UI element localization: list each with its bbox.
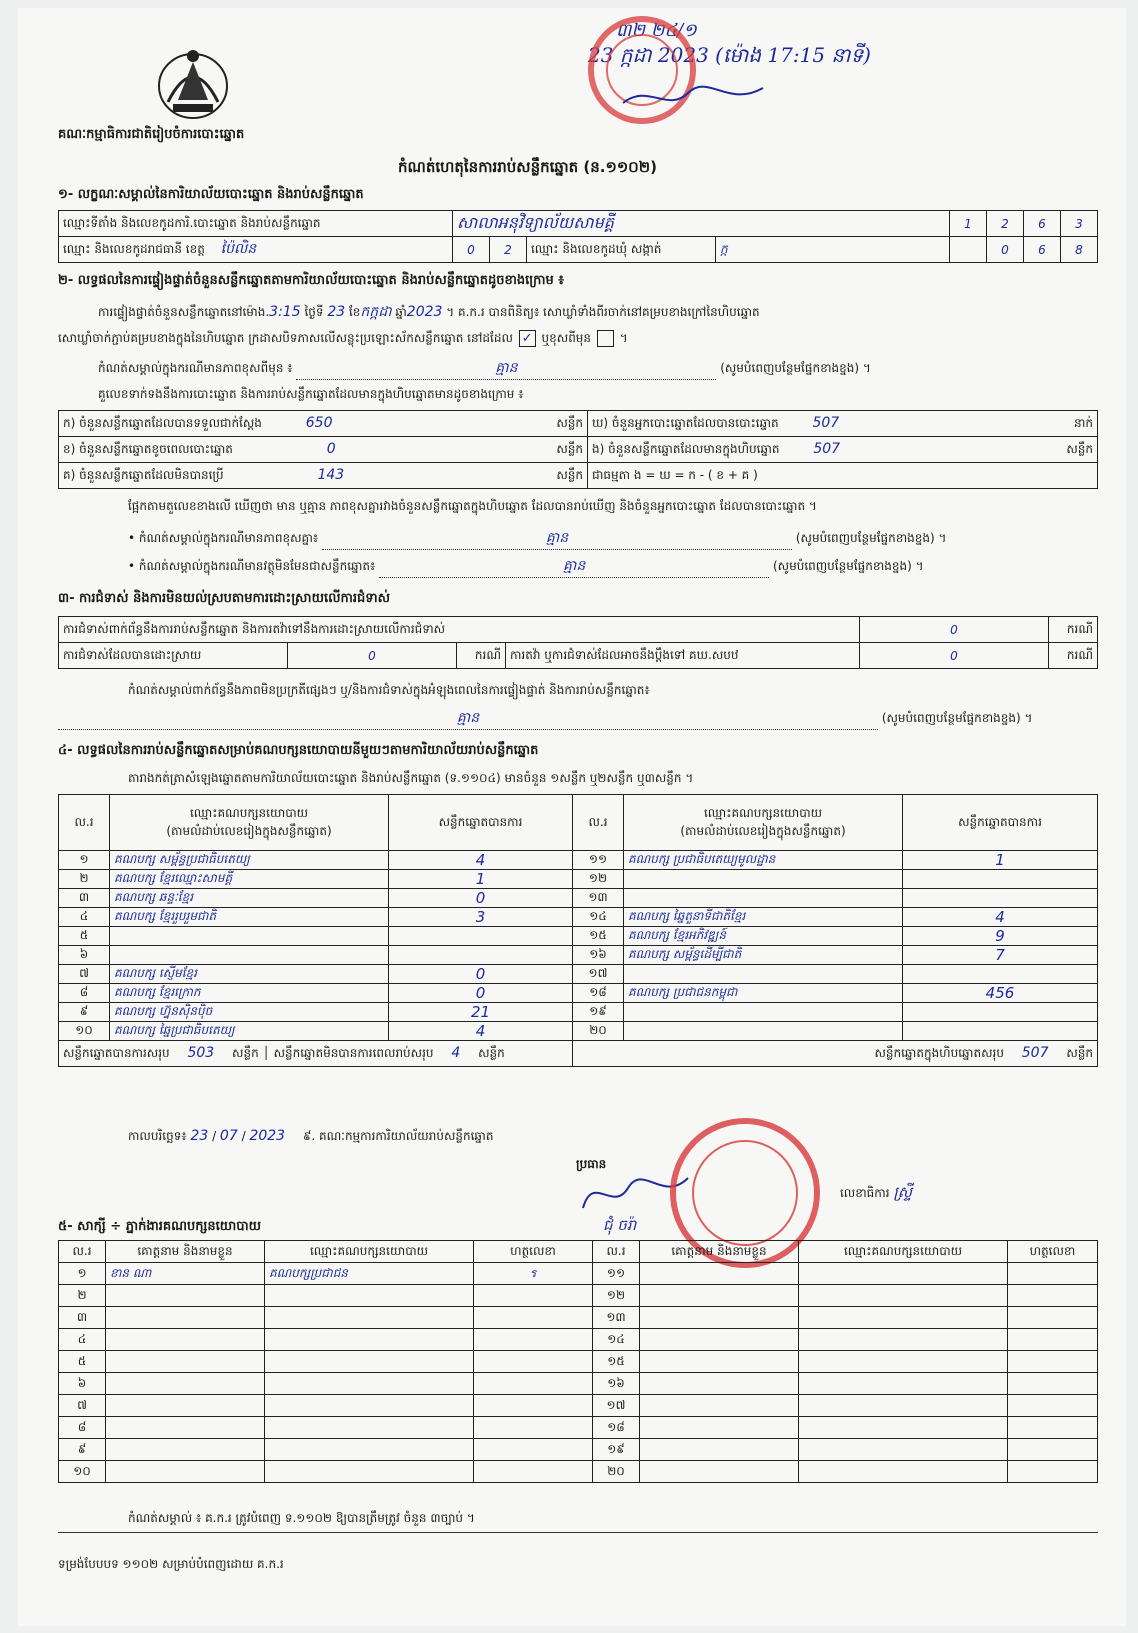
commune-code-2: 6 bbox=[1024, 237, 1061, 263]
witness-no: ៥ bbox=[59, 1351, 106, 1373]
party-name: គណបក្ស ប្រជាជនកម្ពុជា bbox=[624, 984, 903, 1003]
row-no: ៥ bbox=[59, 927, 110, 946]
commune-code-1: 0 bbox=[987, 237, 1024, 263]
party-name bbox=[624, 870, 903, 889]
row-no: ២ bbox=[59, 870, 110, 889]
figure-kho: ឃ) ចំនួនអ្នកបោះឆ្នោតដែលបានបោះឆ្នោត 507 នាក់ bbox=[588, 411, 1098, 437]
location-code-4: 3 bbox=[1061, 211, 1098, 237]
party-votes: 0 bbox=[389, 965, 573, 984]
party-votes: 9 bbox=[903, 927, 1098, 946]
witness-header-sign-right: ហត្ថលេខា bbox=[1008, 1241, 1098, 1263]
witness-no: ១ bbox=[59, 1263, 106, 1285]
witness-header-name-right: គោត្តនាម និងនាមខ្លួន bbox=[640, 1241, 799, 1263]
party-name: គណបក្ស សម្ព័ន្ធប្រជាធិបតេយ្យ bbox=[110, 851, 389, 870]
objection-row2-value: 0 bbox=[288, 643, 457, 669]
signature-icon bbox=[618, 78, 768, 118]
party-name: គណបក្ស ឆ្នៃប្រជាធិបតេយ្យ bbox=[110, 1022, 389, 1041]
witness-name: ខាន ណា bbox=[106, 1263, 265, 1285]
witness-no: ១៦ bbox=[593, 1373, 640, 1395]
date-line: កាលបរិច្ឆេទ៖ 23 / 07 / 2023 ៩. គណៈកម្មការការិយាល័យរាប់សន្លឹកឆ្នោត bbox=[128, 1128, 494, 1144]
row-no: ១១ bbox=[573, 851, 624, 870]
witness-no: ៤ bbox=[59, 1329, 106, 1351]
row-no: ៦ bbox=[59, 946, 110, 965]
committee-name: គណៈកម្មាធិការជាតិរៀបចំការបោះឆ្នោត bbox=[58, 127, 245, 142]
witness-sign: ร bbox=[474, 1263, 593, 1285]
footer-divider bbox=[58, 1532, 1098, 1533]
witness-no: ៩ bbox=[59, 1439, 106, 1461]
witness-no: ១៥ bbox=[593, 1351, 640, 1373]
national-emblem-icon bbox=[148, 42, 238, 124]
party-name bbox=[624, 1022, 903, 1041]
chair-label: ប្រធាន bbox=[576, 1157, 607, 1171]
secretary-line: លេខាធិការ ស្ទ្រី bbox=[840, 1183, 913, 1201]
witness-header-party: ឈ្មោះគណបក្សនយោបាយ bbox=[265, 1241, 474, 1263]
party-name: គណបក្ស ហ្វ៊ុនស៊ិនប៉ិច bbox=[110, 1003, 389, 1022]
row-no: ១៤ bbox=[573, 908, 624, 927]
sheet-count-line: តារាងកត់ត្រាសំឡេងឆ្នោតតាមការិយាល័យបោះឆ្នោត និងរាប់សន្លឹកឆ្នោត (ទ.១១០៤) មានចំនួន ១សន្លឹក ឬ២សន្លឹក ឬ៣សន្លឹក ។ bbox=[128, 771, 694, 785]
section2-title: ២- លទ្ធផលនៃការផ្ទៀងផ្ទាត់ចំនួនសន្លឹកឆ្នោតតាមការិយាល័យបោះឆ្នោត និងរាប់សន្លឹកឆ្នោតដូចខាងក្រោម ៖ bbox=[58, 273, 564, 288]
results-table bbox=[58, 794, 1098, 1067]
party-name bbox=[624, 889, 903, 908]
objection-row1-value: 0 bbox=[860, 617, 1049, 643]
figure-ka: ក) ចំនួនសន្លឹកឆ្នោតដែលបានទទួលជាក់ស្តែង 650 សន្លឹក bbox=[59, 411, 588, 437]
province-code-2: 2 bbox=[490, 237, 527, 263]
difference-note: • កំណត់សម្គាល់ក្នុងករណីមានភាពខុសគ្នា៖ គ្មាន (សូមបំពេញបន្ថែមផ្នែកខាងខ្នង) ។ bbox=[128, 528, 1098, 550]
party-name bbox=[110, 946, 389, 965]
party-name: គណបក្ស ប្រជាធិបតេយ្យមូលដ្ឋាន bbox=[624, 851, 903, 870]
objections-table bbox=[58, 616, 1098, 669]
form-sheet bbox=[18, 8, 1126, 1626]
party-votes: 3 bbox=[389, 908, 573, 927]
witness-no: ១៧ bbox=[593, 1395, 640, 1417]
witness-no: ១១ bbox=[593, 1263, 640, 1285]
witness-party: គណបក្សប្រជាជន bbox=[265, 1263, 474, 1285]
objection-row3-label: ការតវ៉ា ឬការជំទាស់ដែលអាចនឹងប្តឹងទៅ គឃ.សបឋ bbox=[506, 643, 860, 669]
row-no: ៩ bbox=[59, 1003, 110, 1022]
party-votes: 21 bbox=[389, 1003, 573, 1022]
row-no: ៨ bbox=[59, 984, 110, 1003]
footnote: កំណត់សម្គាល់ ៖ គ.ក.រ ត្រូវបំពេញ ទ.១១០២ ឱ្យបានត្រឹមត្រូវ ចំនួន ៣ច្បាប់ ។ bbox=[128, 1511, 475, 1525]
witness-no: ៣ bbox=[59, 1307, 106, 1329]
chair-name: ជុំ ចរ៉ា bbox=[603, 1216, 637, 1234]
witness-no: ១២ bbox=[593, 1285, 640, 1307]
party-votes bbox=[903, 889, 1098, 908]
party-name: គណបក្ស ខ្មែរក្រោក bbox=[110, 984, 389, 1003]
witness-no: ១០ bbox=[59, 1461, 106, 1483]
party-votes bbox=[389, 927, 573, 946]
commune-code-blank bbox=[950, 237, 987, 263]
section3-title: ៣- ការជំទាស់ និងការមិនយល់ស្របតាមការដោះស្រាយលើការជំទាស់ bbox=[58, 591, 390, 606]
witness-header-no-right: ល.រ bbox=[593, 1241, 640, 1263]
party-name: គណបក្ស ខ្មែររួបរួមជាតិ bbox=[110, 908, 389, 927]
total-box: សន្លឹកឆ្នោតក្នុងហិបឆ្នោតសរុប 507 សន្លឹក bbox=[573, 1041, 1098, 1067]
party-name: គណបក្ស ខ្មែរអភិវឌ្ឍន៍ bbox=[624, 927, 903, 946]
objection-row2-label: ការជំទាស់ដែលបានដោះស្រាយ bbox=[59, 643, 288, 669]
witness-header-name: គោត្តនាម និងនាមខ្លួន bbox=[106, 1241, 265, 1263]
results-header-party-right: ឈ្មោះគណបក្សនយោបាយ (តាមលំដាប់លេខរៀងក្នុងសន្លឹកឆ្នោត) bbox=[624, 795, 903, 851]
province-code-1: 0 bbox=[453, 237, 490, 263]
figure-ko: គ) ចំនួនសន្លឹកឆ្នោតដែលមិនបានប្រើ 143 សន្លឹក bbox=[59, 463, 588, 489]
province-label: ឈ្មោះ និងលេខកូដរាជធានី ខេត្ត ប៉ៃលិន bbox=[59, 237, 453, 263]
party-votes: 456 bbox=[903, 984, 1098, 1003]
witness-no: ៨ bbox=[59, 1417, 106, 1439]
party-votes: 1 bbox=[389, 870, 573, 889]
handwritten-date-2: 23 ក្កដា 2023 (ម៉ោង 17:15 នាទី) bbox=[588, 43, 871, 67]
row-no: ១៧ bbox=[573, 965, 624, 984]
unchanged-checkbox[interactable]: ✓ bbox=[519, 330, 536, 347]
witness-header-party-right: ឈ្មោះគណបក្សនយោបាយ bbox=[799, 1241, 1008, 1263]
section5-title: ៥- សាក្សី ÷ ភ្នាក់ងារគណបក្សនយោបាយ bbox=[58, 1219, 261, 1234]
results-header-votes-right: សន្លឹកឆ្នោតបានការ bbox=[903, 795, 1098, 851]
party-votes: 4 bbox=[389, 1022, 573, 1041]
results-header-votes: សន្លឹកឆ្នោតបានការ bbox=[389, 795, 573, 851]
party-votes: 1 bbox=[903, 851, 1098, 870]
party-votes: 4 bbox=[903, 908, 1098, 927]
party-name: គណបក្ស ឆន្ទៈខ្មែរ bbox=[110, 889, 389, 908]
row-no: ៣ bbox=[59, 889, 110, 908]
party-votes bbox=[903, 1003, 1098, 1022]
row-no: ១៣ bbox=[573, 889, 624, 908]
figure-formula: ជាធម្មតា ង = ឃ = ក - ( ខ + គ ) bbox=[588, 463, 1098, 489]
witness-no: ១៨ bbox=[593, 1417, 640, 1439]
row-no: ១ bbox=[59, 851, 110, 870]
row-no: ១៨ bbox=[573, 984, 624, 1003]
location-label: ឈ្មោះទីតាំង និងលេខកូដការិ.បោះឆ្នោត និងរាប់សន្លឹកឆ្នោត bbox=[59, 211, 453, 237]
witness-no: ២ bbox=[59, 1285, 106, 1307]
witness-no: ១៤ bbox=[593, 1329, 640, 1351]
row-no: ១៦ bbox=[573, 946, 624, 965]
party-votes: 4 bbox=[389, 851, 573, 870]
row-no: ១៥ bbox=[573, 927, 624, 946]
witness-table bbox=[58, 1240, 1098, 1483]
objection-row3-unit: ករណី bbox=[1049, 643, 1098, 669]
witness-no: ២០ bbox=[593, 1461, 640, 1483]
row-no: ៧ bbox=[59, 965, 110, 984]
location-code-1: 1 bbox=[950, 211, 987, 237]
results-header-no-right: ល.រ bbox=[573, 795, 624, 851]
witness-header-sign: ហត្ថលេខា bbox=[474, 1241, 593, 1263]
foreign-object-note: • កំណត់សម្គាល់ក្នុងករណីមានវត្ថុមិនមែនជាសន្លឹកឆ្នោត៖ គ្មាន (សូមបំពេញបន្ថែមផ្នែកខាងខ្នង) ។ bbox=[128, 556, 1098, 578]
changed-checkbox[interactable] bbox=[597, 330, 614, 347]
commune-value: ក្ក bbox=[716, 237, 950, 263]
party-name bbox=[624, 965, 903, 984]
party-votes: 0 bbox=[389, 889, 573, 908]
handwritten-date-1: ៣២ ២៤/១ bbox=[616, 20, 697, 41]
row-no: ១៩ bbox=[573, 1003, 624, 1022]
party-name: គណបក្ស ឆ្នៃតួនាទីជាតិខ្មែរ bbox=[624, 908, 903, 927]
figures-table bbox=[58, 410, 1098, 489]
section4-title: ៤- លទ្ធផលនៃការរាប់សន្លឹកឆ្នោតសម្រាប់គណបក្សនយោបាយនីមួយៗតាមការិយាល័យរាប់សន្លឹកឆ្នោត bbox=[58, 743, 539, 758]
commune-code-3: 8 bbox=[1061, 237, 1098, 263]
figure-ngo: ង) ចំនួនសន្លឹកឆ្នោតដែលមានក្នុងហិបឆ្នោត 507 សន្លឹក bbox=[588, 437, 1098, 463]
figures-intro: គួលេខទាក់ទងនឹងការបោះឆ្នោត និងការរាប់សន្លឹកឆ្នោតដែលមានក្នុងហិបឆ្នោតមានដូចខាងក្រោម ៖ bbox=[98, 387, 524, 401]
row-no: ៤ bbox=[59, 908, 110, 927]
party-name: គណបក្ស សម្ព័ន្ធដើម្បីជាតិ bbox=[624, 946, 903, 965]
objection-row2-unit: ករណី bbox=[457, 643, 506, 669]
verification-line-2: សោឃ្លាំចាក់ភ្ជាប់គម្របខាងក្នុងនៃហិបឆ្នោត ក្រដាសបិទភាសលើសន្លុះប្រឡោះស័កសន្លឹកឆ្នោត នៅដដែល ✓ ឬខុសពីមុន ។ bbox=[58, 331, 628, 346]
party-votes bbox=[903, 1022, 1098, 1041]
witness-no: ៦ bbox=[59, 1373, 106, 1395]
objection-row3-value: 0 bbox=[860, 643, 1049, 669]
results-header-no: ល.រ bbox=[59, 795, 110, 851]
party-votes: 0 bbox=[389, 984, 573, 1003]
witness-header-no: ល.រ bbox=[59, 1241, 106, 1263]
location-code-3: 6 bbox=[1024, 211, 1061, 237]
location-code-2: 2 bbox=[987, 211, 1024, 237]
party-votes bbox=[903, 870, 1098, 889]
witness-no: ១៩ bbox=[593, 1439, 640, 1461]
party-votes: 7 bbox=[903, 946, 1098, 965]
section1-table bbox=[58, 210, 1098, 263]
row-no: ១២ bbox=[573, 870, 624, 889]
location-value: សាលាអនុវិទ្យាល័យសាមគ្គី bbox=[453, 211, 950, 237]
row-no: ២០ bbox=[573, 1022, 624, 1041]
row-no: ១០ bbox=[59, 1022, 110, 1041]
party-votes bbox=[389, 946, 573, 965]
party-name: គណបក្ស ខ្មែរឈ្មោះសាមគ្គី bbox=[110, 870, 389, 889]
commune-label: ឈ្មោះ និងលេខកូដឃុំ សង្កាត់ bbox=[527, 237, 716, 263]
discrepancy-check: ផ្អែកតាមតួលេខខាងលើ ឃើញថា មាន ឬគ្មាន ភាពខុសគ្នារវាងចំនួនសន្លឹកឆ្នោតក្នុងហិបឆ្នោត ដែលបានរាប់ឃើញ និងចំនួនអ្នកបោះឆ្នោត ដែលបានបោះឆ្នោត ។ bbox=[128, 499, 817, 513]
change-note-line: កំណត់សម្គាល់ក្នុងករណីមានភាពខុសពីមុន ៖ គ្មាន (សូមបំពេញបន្ថែមផ្នែកខាងខ្នង) ។ bbox=[98, 358, 1098, 380]
witness-no: ១៣ bbox=[593, 1307, 640, 1329]
results-header-party: ឈ្មោះគណបក្សនយោបាយ (តាមលំដាប់លេខរៀងក្នុងសន្លឹកឆ្នោត) bbox=[110, 795, 389, 851]
party-name bbox=[110, 927, 389, 946]
party-votes bbox=[903, 965, 1098, 984]
form-title: កំណត់ហេតុនៃការរាប់សន្លឹកឆ្នោត (ន.១១០២) bbox=[398, 158, 658, 176]
party-name bbox=[624, 1003, 903, 1022]
section1-title: ១- លក្ខណៈសម្គាល់នៃការិយាល័យបោះឆ្នោត និងរាប់សន្លឹកឆ្នោត bbox=[58, 187, 364, 202]
verification-line-1: ការផ្ទៀងផ្ទាត់ចំនួនសន្លឹកឆ្នោតនៅម៉ោង.3:15 ថ្ងៃទី 23 ខែកក្កដា ឆ្នាំ2023 ។ គ.ក.រ បានពិនិត្យ៖ សោឃ្លាំទាំងពីរចាក់នៅគម្របខាងក្រៅនៃហិបឆ្នោត bbox=[98, 304, 760, 320]
form-footer: ទម្រង់បែបបទ ១១០២ សម្រាប់បំពេញដោយ គ.ក.រ bbox=[58, 1557, 284, 1571]
irregularity-note: កំណត់សម្គាល់ពាក់ព័ន្ធនឹងភាពមិនប្រក្រតីផ្សេងៗ ឬ/និងការជំទាស់ក្នុងអំឡុងពេលនៃការផ្ទៀងផ្ទាត់ និងការរាប់សន្លឹកឆ្នោត៖ bbox=[128, 683, 650, 697]
irregularity-note-line: គ្មាន (សូមបំពេញបន្ថែមផ្នែកខាងខ្នង) ។ bbox=[58, 708, 1098, 730]
objection-row1-unit: ករណី bbox=[1049, 617, 1098, 643]
total-valid: សន្លឹកឆ្នោតបានការសរុប 503 សន្លឹក │ សន្លឹកឆ្នោតមិនបានការពេលរាប់សរុប 4 សន្លឹក bbox=[59, 1041, 573, 1067]
party-name: គណបក្ស ស្ញើមខ្មែរ bbox=[110, 965, 389, 984]
figure-kha: ខ) ចំនួនសន្លឹកឆ្នោតខូចពេលបោះឆ្នោត 0 សន្លឹក bbox=[59, 437, 588, 463]
objection-row1-label: ការជំទាស់ពាក់ព័ន្ធនឹងការរាប់សន្លឹកឆ្នោត និងការតវ៉ាទៅនឹងការដោះស្រាយលើការជំទាស់ bbox=[59, 617, 860, 643]
witness-no: ៧ bbox=[59, 1395, 106, 1417]
